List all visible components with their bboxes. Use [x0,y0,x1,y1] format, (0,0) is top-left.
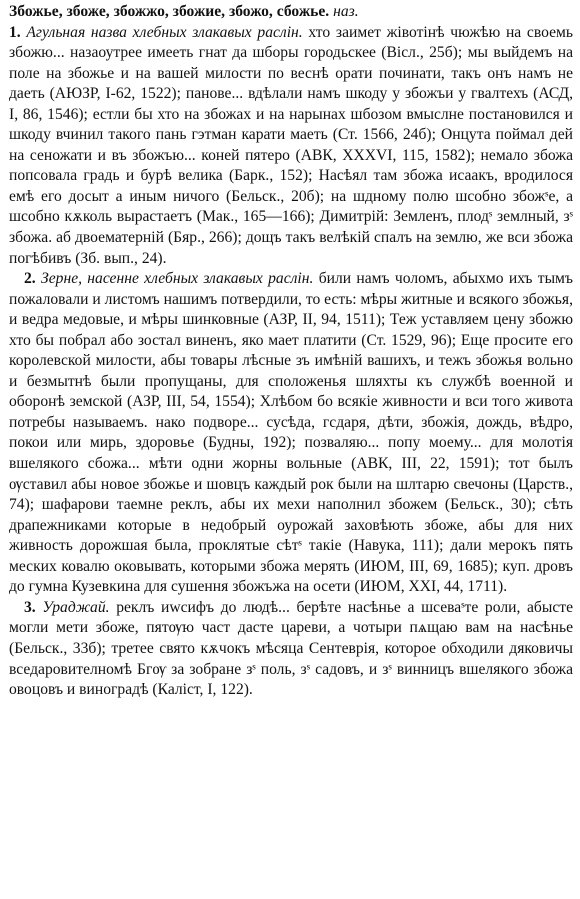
sense-number: 3. [24,598,36,616]
entry-sense-3 [9,598,573,701]
sense-definition: Ураджай. [42,598,110,616]
entry-sense-2 [9,269,573,598]
entry-sense-1 [9,2,573,269]
sense-definition: Агульная назва хлебных злакавых раслін. [26,23,303,41]
sense-number: 1. [9,23,21,41]
sense-citations: реклъ иwсифъ до людѣ... берѣте насѣнье а шсеваˢте роли, абысте могли мети збоже, пятѹю част дасте цареви, а чотыри пѧщаю вам на насѣнье (Бельск., 33б); третее свято кѫчокъ мѣсяца Сентеврія, которое обходили дяковичы вседаровителномѣ Бгѹ за зобране зˢ поль, зˢ садовъ, и зˢ винницъ вшелякого збожа овоцовъ и виноградѣ (Каліст, I, 122). [9,598,573,699]
sense-definition: Зерне, насенне хлебных злакавых раслін. [41,270,314,288]
sense-number: 2. [24,270,36,288]
part-of-speech: наз. [333,3,359,20]
entry-headword: Збожье, збоже, збожжо, збожие, збожо, сбожье. [9,3,330,20]
sense-citations: били намъ чоломъ, абыхмо ихъ тымъ пожаловали и листомъ нашимъ потвердили, то есть: мѣры житные и всякого збожья, и ведра медовые, и мѣры шинковные (АЗР, II, 94, 1511); Теж уставляем цену збожю хто бы побрал або зостал виненъ, яко мает платити (Ст. 1529, 96); Еще просите его королевской милости, абы товары лѣсные зъ имѣній вашихъ, и тежъ збожья вольно и безмытнѣ были пропущаны, для сположенья шляхты къ службѣ военной и оборонѣ земской (АЗР, III, 54, 1554); Хлѣбом бо всякіе живности и вси того живота потребы называемъ. нако подворе... сусѣда, гсдаря, дѣти, збожія, дождь, вѣдро, покои или мирь, здоровье (Будны, 192); позваляю... попу моему... для молотія вшелякого сбожа... мѣти одни жорны вольные (АВК, III, 22, 1591); тот былъ ѹставил абы новое збожье и шовцъ каждый рок были на шлтарю свечоны (Царств., 74); шафарови таемне реклъ, абы их мехи наполнил збожем (Бельск., 30); сѣть драпежниками которые в недобрый оурожай заховѣють збоже, абы для них живность дорожшая была, проклятые сѣтˢ такіе (Навука, 111); дали мерокъ пять меских ковалю оковывать, которыми збожа мерять (ИЮМ, III, 69, 1685); куп. дровъ до гумна Кузевкина для сушення збожъжа на осети (ИЮМ, XXI, 44, 1711). [9,270,573,596]
sense-citations: хто заимет жівотінѣ чюжѣю на своемь збожю... назаоутрее имееть гнат да шборы городьскее (Вісл., 25б); мы выйдемъ на поле на збожье и на вашей милости по веснѣ орати починати, такъ онъ намъ не даеть (АЮЗР, І-62, 1522); панове... вдѣлали намъ шкоду у збожъи у гвалтехъ (АСД, I, 86, 1546); естли бы хто на збожах и на нарынах шбозом вмыслне постановился и шкоду вчинил такого пань гэтман карати маеть (Ст. 1566, 24б); Онцута поймал дей на сеножати и въ збожъю... коней пятеро (АВК, XXXVI, 115, 1582); немало збожа попсовала градь и бурѣ велика (Барк., 152); Насѣял там збожа исаакъ, вродилося емѣ его досыт а иным ничого (Бельск., 20б); на шдному полю шсобно збожˢе, а шсобно кѫколь вырастаетъ (Мак., 165—166); Димитрій: Земленъ, плодˢ землный, зˢ збожа. аб двоематерній (Бяр., 266); дощъ такъ велѣкій спалъ на землю, же вси збожа погѣбивъ (Зб. вып., 24). [9,23,573,267]
